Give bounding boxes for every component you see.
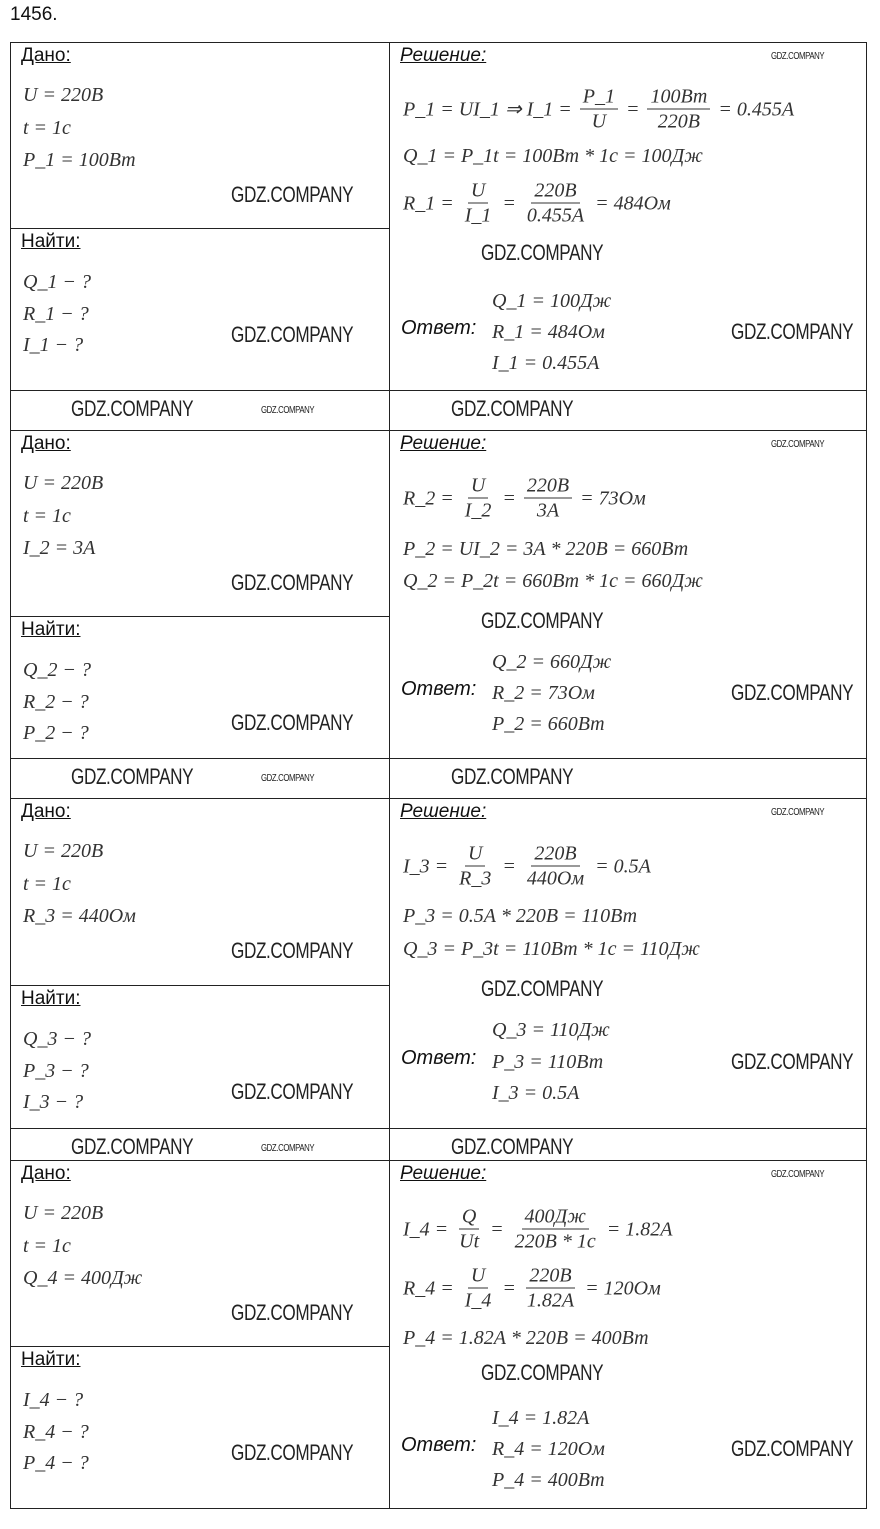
equation-text: = 1.82А [601,1218,673,1240]
equation-text: = [620,98,645,120]
watermark: GDZ.COMPANY [231,322,354,347]
numerator: 400Дж [522,1206,589,1230]
equation-text: = [497,1277,521,1299]
find-item: I_1 − ? [23,334,84,356]
solution-label: Решение: [400,1163,487,1184]
denominator: I_4 [464,1289,492,1312]
solution-equation [403,1327,649,1349]
watermark: GDZ.COMPANY [231,1440,354,1465]
row-divider [11,985,390,986]
answer-item: P_2 = 660Вт [492,713,605,735]
answer-label: Ответ: [401,317,477,339]
watermark: GDZ.COMPANY [481,240,604,265]
fraction [462,180,495,227]
watermark-small: GDZ.COMPANY [771,439,825,450]
find-label: Найти: [21,1349,81,1370]
given-item: t = 1с [23,505,71,527]
numerator: 220В [531,843,579,867]
watermark: GDZ.COMPANY [451,1134,574,1159]
given-item: I_2 = 3А [23,537,96,559]
watermark: GDZ.COMPANY [231,570,354,595]
fraction [456,1206,482,1253]
problem-number: 1456. [10,4,58,25]
denominator: 3А [536,499,560,522]
equation-text: = 0.455А [713,98,795,120]
problem-block [10,430,867,759]
column-divider [389,799,390,1128]
answer-item: Q_3 = 110Дж [492,1019,610,1041]
watermark: GDZ.COMPANY [451,764,574,789]
answer-label: Ответ: [401,678,477,700]
fraction [524,475,572,522]
find-item: Q_1 − ? [23,271,91,293]
equation-text: = [497,487,521,509]
fraction [524,180,587,227]
solution-equation [403,538,688,560]
fraction [524,843,587,890]
find-label: Найти: [21,231,81,252]
watermark: GDZ.COMPANY [481,976,604,1001]
numerator: 220В [524,475,572,499]
equation-text: = [485,1218,509,1240]
solution-equation [403,475,646,522]
find-item: P_2 − ? [23,722,89,744]
solution-equation [403,843,651,890]
given-item: t = 1с [23,873,71,895]
numerator: U [468,1265,488,1289]
equation-text: P_3 = 0.5А * 220В = 110Вт [403,905,638,927]
watermark-small: GDZ.COMPANY [771,51,825,62]
watermark-small: GDZ.COMPANY [771,807,825,818]
watermark: GDZ.COMPANY [451,396,574,421]
equation-text: = [497,855,521,877]
watermark-small: GDZ.COMPANY [261,405,315,416]
solution-label: Решение: [400,433,487,454]
row-divider [11,1346,390,1347]
equation-text: = [497,192,521,214]
find-item: Q_2 − ? [23,659,91,681]
equation-text: Q_3 = P_3t = 110Вт * 1с = 110Дж [403,938,700,960]
solution-equation [403,86,794,133]
given-item: U = 220В [23,1202,104,1224]
watermark: GDZ.COMPANY [231,1079,354,1104]
equation-text: = 0.5А [590,855,651,877]
answer-item: I_1 = 0.455А [492,352,600,374]
given-item: P_1 = 100Вт [23,149,136,171]
column-divider [389,391,390,430]
equation-text: I_3 = [403,855,454,877]
denominator: R_3 [459,867,492,890]
find-item: R_4 − ? [23,1421,89,1443]
watermark: GDZ.COMPANY [71,764,194,789]
spacer-row [10,759,867,798]
given-label: Дано: [21,45,71,66]
answer-item: P_4 = 400Вт [492,1469,605,1491]
spacer-row [10,391,867,430]
find-item: Q_3 − ? [23,1028,91,1050]
watermark: GDZ.COMPANY [231,1300,354,1325]
watermark: GDZ.COMPANY [71,1134,194,1159]
denominator: I_1 [464,204,492,227]
find-item: P_4 − ? [23,1452,89,1474]
solution-equation [403,1265,661,1312]
watermark-small: GDZ.COMPANY [261,773,315,784]
answer-item: R_2 = 73Ом [492,682,595,704]
solution-label: Решение: [400,45,487,66]
given-item: t = 1с [23,1235,71,1257]
equation-text: = 120Ом [580,1277,661,1299]
watermark: GDZ.COMPANY [231,710,354,735]
equation-text: R_2 = [403,487,459,509]
equation-text: = 484Ом [590,192,671,214]
row-divider [11,228,390,229]
find-item: I_3 − ? [23,1091,84,1113]
given-label: Дано: [21,433,71,454]
numerator: U [465,843,485,867]
fraction [462,1265,495,1312]
answer-item: Q_1 = 100Дж [492,290,612,312]
numerator: 100Вт [647,86,710,110]
equation-text: R_1 = [403,192,459,214]
row-divider [11,616,390,617]
equation-text: P_4 = 1.82А * 220В = 400Вт [403,1327,649,1349]
given-label: Дано: [21,1163,71,1184]
column-divider [389,1161,390,1508]
solution-equation [403,145,703,167]
watermark: GDZ.COMPANY [731,319,854,344]
answer-item: R_4 = 120Ом [492,1438,605,1460]
solution-label: Решение: [400,801,487,822]
answer-item: I_3 = 0.5А [492,1082,580,1104]
watermark: GDZ.COMPANY [731,1049,854,1074]
fraction [456,843,494,890]
denominator: 220В * 1с [514,1230,596,1253]
watermark: GDZ.COMPANY [731,680,854,705]
denominator: I_2 [464,499,492,522]
watermark-small: GDZ.COMPANY [261,1143,315,1154]
column-divider [389,431,390,758]
given-item: t = 1с [23,117,71,139]
numerator: 220В [531,180,579,204]
find-item: R_1 − ? [23,303,89,325]
denominator: 0.455А [526,204,585,227]
answer-item: I_4 = 1.82А [492,1407,590,1429]
denominator: 440Ом [526,867,585,890]
watermark: GDZ.COMPANY [231,938,354,963]
numerator: U [468,475,488,499]
problem-block [10,42,867,391]
equation-text: I_4 = [403,1218,454,1240]
spacer-row [10,1129,867,1160]
watermark: GDZ.COMPANY [731,1436,854,1461]
watermark-small: GDZ.COMPANY [771,1169,825,1180]
watermark: GDZ.COMPANY [71,396,194,421]
numerator: Q [459,1206,479,1230]
given-item: U = 220В [23,84,104,106]
answer-label: Ответ: [401,1434,477,1456]
solution-equation [403,905,637,927]
solution-equation [403,938,700,960]
find-item: I_4 − ? [23,1389,84,1411]
equation-text: = 73Ом [575,487,646,509]
column-divider [389,1129,390,1160]
denominator: 1.82А [526,1289,575,1312]
fraction [647,86,710,133]
equation-text: P_2 = UI_2 = 3А * 220В = 660Вт [403,538,689,560]
solution-equation [403,570,703,592]
given-item: Q_4 = 400Дж [23,1267,143,1289]
find-item: P_3 − ? [23,1060,89,1082]
watermark: GDZ.COMPANY [231,182,354,207]
denominator: Ut [459,1230,480,1253]
answer-item: R_1 = 484Ом [492,321,605,343]
numerator: P_1 [580,86,618,110]
column-divider [389,43,390,390]
equation-text: Q_2 = P_2t = 660Вт * 1с = 660Дж [403,570,703,592]
solution-equation [403,180,671,227]
given-item: U = 220В [23,472,104,494]
find-item: R_2 − ? [23,691,89,713]
numerator: 220В [526,1265,574,1289]
find-label: Найти: [21,988,81,1009]
denominator: U [591,110,607,133]
fraction [462,475,495,522]
fraction [512,1206,599,1253]
given-label: Дано: [21,801,71,822]
given-item: U = 220В [23,840,104,862]
answer-label: Ответ: [401,1047,477,1069]
equation-text: Q_1 = P_1t = 100Вт * 1с = 100Дж [403,145,703,167]
column-divider [389,759,390,798]
solution-equation [403,1206,672,1253]
given-item: R_3 = 440Ом [23,905,136,927]
numerator: U [468,180,488,204]
problem-block [10,1160,867,1509]
equation-text: R_4 = [403,1277,459,1299]
fraction [524,1265,577,1312]
watermark: GDZ.COMPANY [481,1360,604,1385]
fraction [580,86,618,133]
answer-item: Q_2 = 660Дж [492,651,612,673]
find-label: Найти: [21,619,81,640]
answer-item: P_3 = 110Вт [492,1051,604,1073]
watermark: GDZ.COMPANY [481,608,604,633]
problem-block [10,798,867,1129]
denominator: 220В [657,110,701,133]
equation-text: P_1 = UI_1 ⇒ I_1 = [403,98,577,120]
